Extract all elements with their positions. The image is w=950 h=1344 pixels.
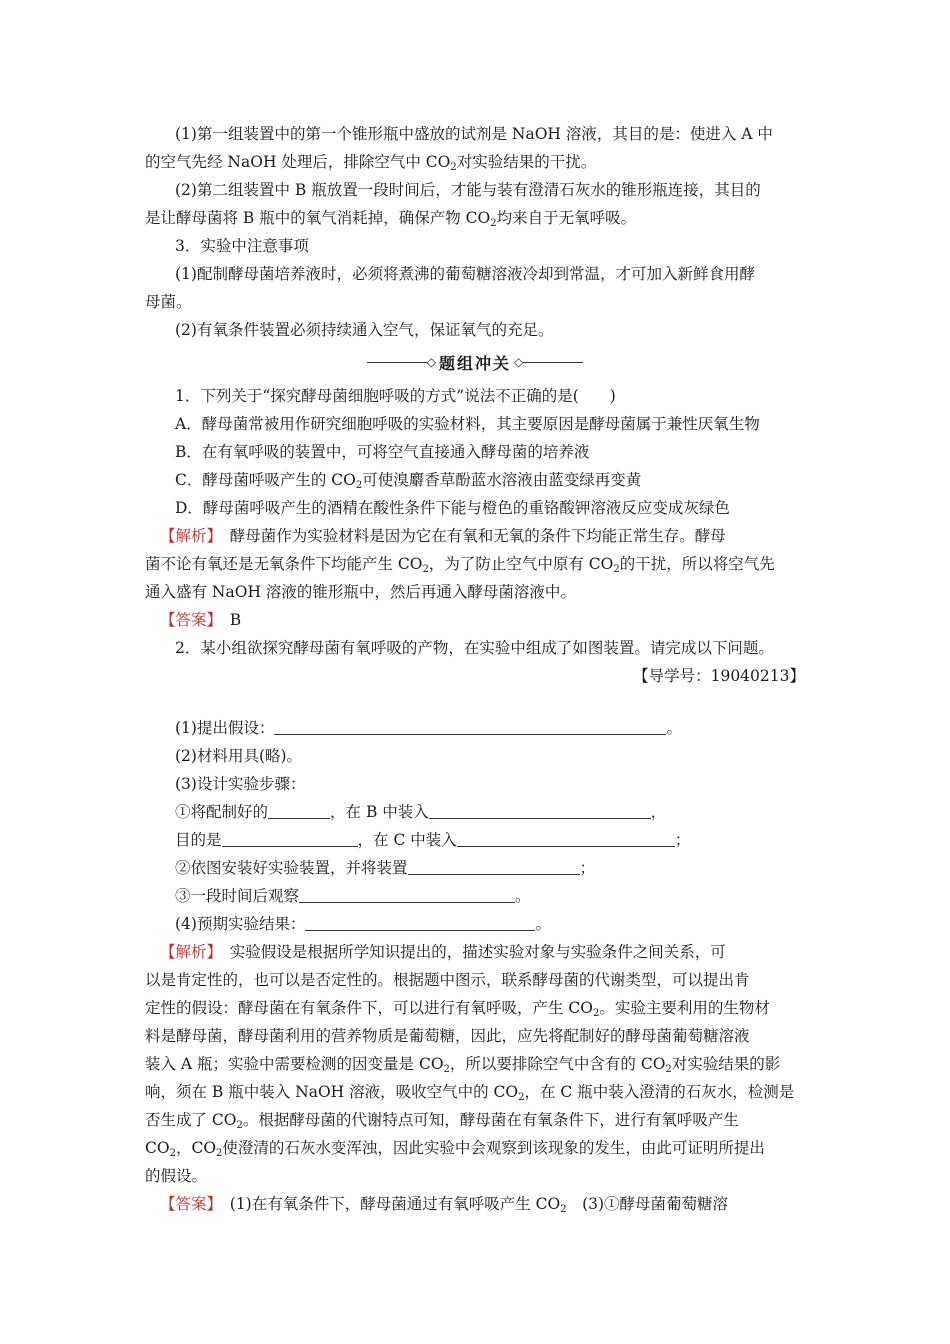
text-run: ，在 C 瓶中装入澄清的石灰水，检测是 <box>524 1083 795 1101</box>
paragraph-line <box>145 292 192 312</box>
subscript: 2 <box>593 1008 600 1019</box>
text-run: (3)设计实验步骤： <box>175 775 306 793</box>
option-a <box>175 414 760 434</box>
analysis-line <box>145 1138 765 1164</box>
paragraph-line <box>145 208 636 234</box>
step-line <box>175 858 595 878</box>
text-run: 。 <box>515 887 531 905</box>
text-run: (4)预期实验结果： <box>175 915 306 933</box>
text-run: 料是酵母菌，酵母菌利用的营养物质是葡萄糖，因此，应先将配制好的酵母菌葡萄糖溶液 <box>145 1027 750 1045</box>
text-run: 酵母菌作为实验材料是因为它在有氧和无氧的条件下均能正常生存。酵母 <box>214 527 726 545</box>
text-run: (1)配制酵母菌培养液时，必须将煮沸的葡萄糖溶液冷却到常温，才可加入新鲜食用酵 <box>175 265 755 283</box>
subscript: 2 <box>169 1148 176 1159</box>
section-title-bar <box>145 350 805 374</box>
subscript: 2 <box>443 1064 450 1075</box>
text-run: ②依图安装好实验装置，并将装置 <box>175 859 408 877</box>
paragraph-line <box>175 320 553 340</box>
text-run: 是让酵母菌将 B 瓶中的氧气消耗掉，确保产物 CO <box>145 209 491 227</box>
text-run: 。根据酵母菌的代谢特点可知，酵母菌在有氧条件下，进行有氧呼吸产生 <box>242 1111 739 1129</box>
text-run: 以是肯定性的，也可以是否定性的。根据题中图示，联系酵母菌的代谢类型，可以提出肯 <box>145 971 750 989</box>
subscript: 2 <box>613 564 620 575</box>
answer-line <box>160 1194 728 1220</box>
step-line <box>175 830 690 850</box>
subscript: 2 <box>355 480 363 491</box>
text-run: 可使溴麝香草酚蓝水溶液由蓝变绿再变黄 <box>362 471 642 489</box>
text-run: ， <box>650 803 667 821</box>
text-run: 1．下列关于“探究酵母菌细胞呼吸的方式”说法不正确的是( ) <box>175 387 616 405</box>
text-run: 。实验主要利用的生物材 <box>599 999 770 1017</box>
subscript: 2 <box>236 1120 243 1131</box>
option-b <box>175 442 589 462</box>
subscript: 2 <box>490 218 497 229</box>
fill-blank[interactable] <box>408 859 580 875</box>
text-run: 的假设。 <box>145 1167 208 1185</box>
text-run: 母菌。 <box>145 293 192 311</box>
analysis-line <box>145 582 576 602</box>
question-1 <box>175 386 616 406</box>
text-run: 菌不论有氧还是无氧条件下均能产生 CO <box>145 555 423 573</box>
answer-tag: 【答案】 <box>160 1195 215 1213</box>
text-run: 2．某小组欲探究酵母菌有氧呼吸的产物，在实验中组成了如图装置。请完成以下问题。 <box>175 639 774 657</box>
fill-blank[interactable] <box>299 887 515 903</box>
text-run: ； <box>674 831 691 849</box>
text-run: 。 <box>666 719 682 737</box>
text-run: 实验假设是根据所学知识提出的，描述实验对象与实验条件之间关系，可 <box>214 943 726 961</box>
text-run: ； <box>579 859 596 877</box>
paragraph-line <box>175 264 755 284</box>
text-run: 对实验结果的干扰。 <box>456 153 597 171</box>
text-run: (2)有氧条件装置必须持续通入空气，保证氧气的充足。 <box>175 321 554 339</box>
text-run: 的干扰，所以将空气先 <box>619 555 775 573</box>
text-run: B <box>214 611 242 629</box>
text-run: (1)提出假设： <box>175 719 275 737</box>
fill-blank[interactable] <box>268 803 330 819</box>
diamond-icon: ◇ <box>426 355 436 369</box>
step-line <box>175 718 682 738</box>
fill-blank[interactable] <box>457 831 675 847</box>
text-run: ，所以要排除空气中含有的 CO <box>449 1055 666 1073</box>
subscript: 2 <box>560 1204 567 1215</box>
diamond-icon: ◇ <box>514 355 524 369</box>
fill-blank[interactable] <box>305 915 535 931</box>
step-line <box>175 746 302 766</box>
reference-number: 【导学号：19040213】 <box>633 667 805 685</box>
paragraph-line <box>145 152 596 178</box>
analysis-line <box>160 942 726 962</box>
analysis-line <box>145 1110 739 1136</box>
analysis-line <box>145 1082 794 1108</box>
option-c <box>175 470 641 496</box>
text-run: ，在 B 中装入 <box>330 803 429 821</box>
text-run: ，CO <box>175 1139 217 1157</box>
step-line <box>175 914 551 934</box>
subscript: 2 <box>518 1092 525 1103</box>
fill-blank[interactable] <box>429 803 651 819</box>
fill-blank[interactable] <box>274 719 666 735</box>
text-run: (2)材料用具(略)。 <box>175 747 303 765</box>
analysis-line <box>160 526 726 546</box>
text-run: 。 <box>535 915 551 933</box>
analysis-line <box>145 1166 207 1186</box>
text-run: 使澄清的石灰水变浑浊，因此实验中会观察到该现象的发生，由此可证明所提出 <box>222 1139 765 1157</box>
subscript: 2 <box>450 162 457 173</box>
text-run: (1)在有氧条件下，酵母菌通过有氧呼吸产生 CO <box>214 1195 561 1213</box>
paragraph-line <box>175 124 773 144</box>
text-run: (3)①酵母菌葡萄糖溶 <box>566 1195 729 1213</box>
text-run: 定性的假设：酵母菌在有氧条件下，可以进行有氧呼吸，产生 CO <box>145 999 593 1017</box>
text-run: 3．实验中注意事项 <box>175 237 309 255</box>
answer-line <box>160 610 241 630</box>
text-run: 否生成了 CO <box>145 1111 237 1129</box>
text-run: CO <box>145 1139 170 1157</box>
text-run: 通入盛有 NaOH 溶液的锥形瓶中，然后再通入酵母菌溶液中。 <box>145 583 576 601</box>
section-heading <box>175 236 309 256</box>
step-line <box>175 886 531 906</box>
text-run: ，为了防止空气中原有 CO <box>428 555 614 573</box>
text-run: B．在有氧呼吸的装置中，可将空气直接通入酵母菌的培养液 <box>175 443 590 461</box>
analysis-line <box>145 1026 750 1046</box>
divider <box>367 362 427 363</box>
text-run: ，在 C 中装入 <box>357 831 457 849</box>
text-run: 对实验结果的影 <box>671 1055 781 1073</box>
text-run: 目的是 <box>175 831 222 849</box>
analysis-tag: 【解析】 <box>160 943 215 961</box>
step-line <box>175 802 666 822</box>
option-d <box>175 498 730 518</box>
fill-blank[interactable] <box>222 831 358 847</box>
analysis-line <box>145 554 775 580</box>
subscript: 2 <box>422 564 429 575</box>
question-2 <box>175 638 774 658</box>
divider <box>523 362 583 363</box>
text-run: 的空气先经 NaOH 处理后，排除空气中 CO <box>145 153 451 171</box>
text-run: 响，须在 B 瓶中装入 NaOH 溶液，吸收空气中的 CO <box>145 1083 519 1101</box>
paragraph-line <box>175 180 761 200</box>
text-run: ①将配制好的 <box>175 803 269 821</box>
step-line <box>175 774 305 794</box>
analysis-line <box>145 998 770 1024</box>
text-run: C．酵母菌呼吸产生的 CO <box>175 471 356 489</box>
subscript: 2 <box>665 1064 672 1075</box>
analysis-tag: 【解析】 <box>160 527 215 545</box>
answer-tag: 【答案】 <box>160 611 215 629</box>
text-run: D．酵母菌呼吸产生的酒精在酸性条件下能与橙色的重铬酸钾溶液反应变成灰绿色 <box>175 499 730 517</box>
section-title: 题组冲关 <box>438 353 511 373</box>
subscript: 2 <box>216 1148 223 1159</box>
text-run: ③一段时间后观察 <box>175 887 300 905</box>
text-run: (1)第一组装置中的第一个锥形瓶中盛放的试剂是 NaOH 溶液，其目的是：使进入 A 中 <box>175 125 773 143</box>
analysis-line <box>145 1054 780 1080</box>
text-run: (2)第二组装置中 B 瓶放置一段时间后，才能与装有澄清石灰水的锥形瓶连接，其目的 <box>175 181 761 199</box>
text-run: 装入 A 瓶；实验中需要检测的因变量是 CO <box>145 1055 444 1073</box>
analysis-line <box>145 970 750 990</box>
text-run: A．酵母菌常被用作研究细胞呼吸的实验材料，其主要原因是酵母菌属于兼性厌氧生物 <box>175 415 760 433</box>
text-run: 均来自于无氧呼吸。 <box>496 209 637 227</box>
